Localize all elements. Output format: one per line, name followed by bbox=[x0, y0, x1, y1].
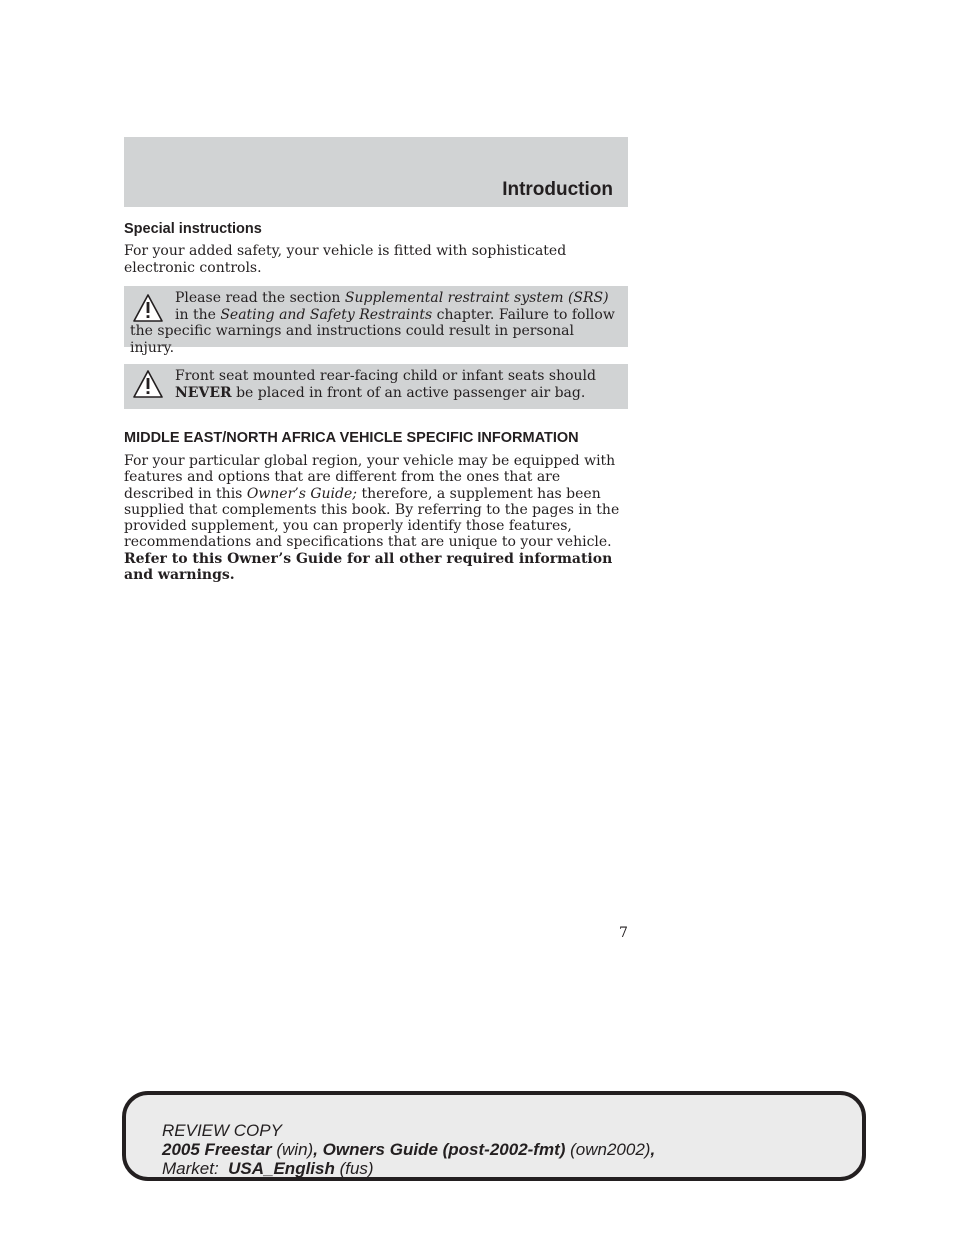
footer-guide: , Owners Guide (post-2002-fmt) bbox=[313, 1140, 566, 1159]
mena-text: For your particular global region, your vehicle may be equipped with features and options that are different from the ones that are described in this bbox=[124, 453, 616, 502]
warning-ref-chapter: Seating and Safety Restraints bbox=[220, 306, 433, 323]
footer-comma: , bbox=[650, 1140, 656, 1159]
special-instructions-heading: Special instructions bbox=[124, 221, 262, 237]
warning-text: in the bbox=[175, 306, 221, 323]
footer-market: USA_English bbox=[228, 1159, 335, 1178]
warning-text: be placed in front of an active passenger air bag. bbox=[231, 384, 586, 401]
footer-line-2 bbox=[162, 1140, 655, 1159]
warning-text: chapter. Failure to follow the specific warnings and instructions could result in personal injury. bbox=[130, 306, 615, 356]
footer-market-code: (fus) bbox=[334, 1159, 374, 1178]
footer-market-label: Market: bbox=[162, 1159, 229, 1178]
mena-text: therefore, a supplement has been supplied that complements this book. By referring to the pages in the provided supplement, you can properly identify those features, recommendations and specifications that are unique to your vehicle. bbox=[124, 485, 620, 551]
srs-warning-box bbox=[124, 286, 628, 356]
warning-emphasis: NEVER bbox=[175, 384, 232, 401]
footer-review-label: REVIEW COPY bbox=[162, 1121, 282, 1140]
footer-model: 2005 Freestar bbox=[162, 1140, 272, 1159]
warning-triangle-icon bbox=[132, 293, 164, 323]
footer-guide-code: (own2002) bbox=[565, 1140, 651, 1159]
review-copy-footer bbox=[122, 1091, 866, 1181]
child-seat-warning-box bbox=[124, 364, 628, 409]
mena-body bbox=[124, 453, 628, 583]
chapter-title: Introduction bbox=[502, 179, 613, 200]
warning-text: Please read the section bbox=[175, 290, 345, 306]
warning-triangle-icon bbox=[132, 369, 164, 399]
mena-emphasis: Refer to this Owner’s Guide for all other required information and warnings. bbox=[124, 550, 613, 584]
mena-guide-ref: Owner’s Guide; bbox=[246, 485, 357, 502]
page-number: 7 bbox=[619, 925, 628, 941]
chapter-header-band bbox=[124, 137, 628, 207]
special-instructions-body: For your added safety, your vehicle is fitted with sophisticated electronic controls. bbox=[124, 243, 567, 276]
footer-model-code: (win) bbox=[271, 1140, 314, 1159]
footer-line-3 bbox=[162, 1159, 655, 1178]
footer-text bbox=[162, 1121, 655, 1178]
warning-ref-srs: Supplemental restraint system (SRS) bbox=[344, 290, 609, 306]
warning-text: Front seat mounted rear-facing child or infant seats should bbox=[175, 368, 596, 384]
mena-heading: MIDDLE EAST/NORTH AFRICA VEHICLE SPECIFIC INFORMATION bbox=[124, 430, 579, 446]
